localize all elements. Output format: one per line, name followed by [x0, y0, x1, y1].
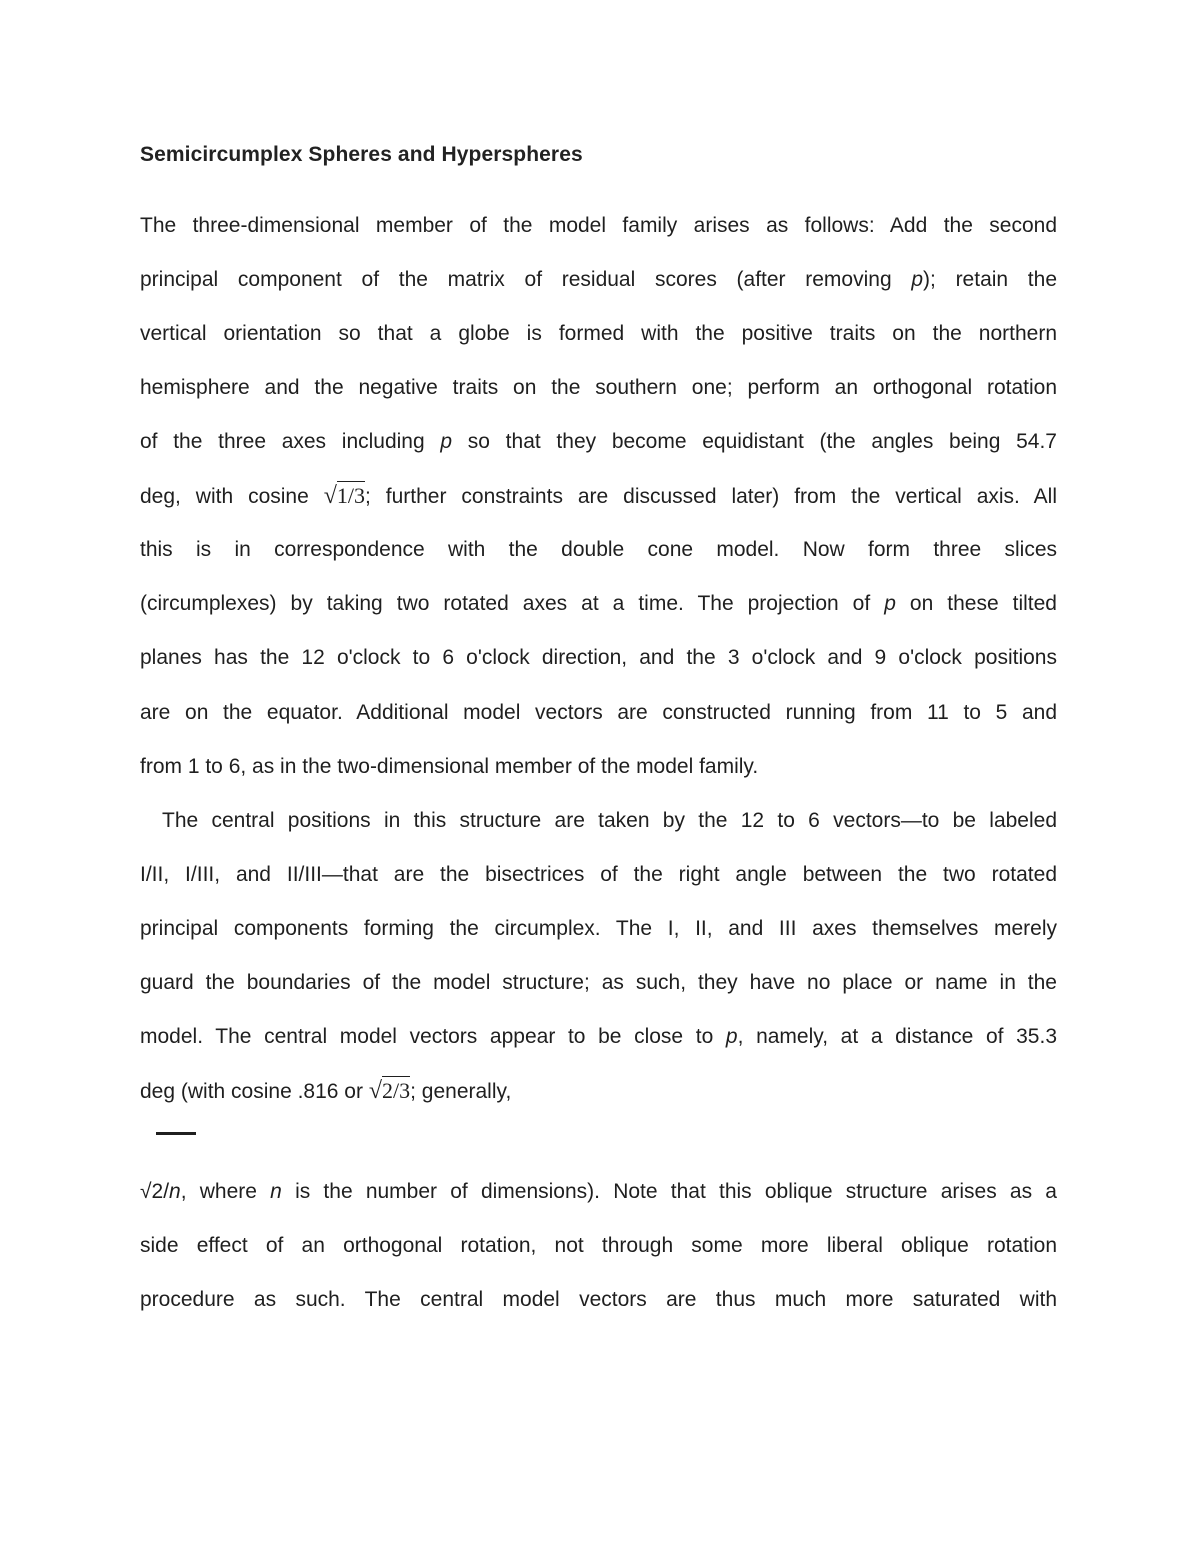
paragraph-line: The three-dimensional member of the model family arises as follows: Add the second — [140, 214, 1057, 237]
paragraph-line: (circumplexes) by taking two rotated axes at a time. The projection of p on these tilted — [140, 592, 1057, 615]
paragraph-line: guard the boundaries of the model structure; as such, they have no place or name in the — [140, 971, 1057, 994]
paragraph-line: principal component of the matrix of residual scores (after removing p); retain the — [140, 268, 1057, 291]
paragraph-line: planes has the 12 o'clock to 6 o'clock direction, and the 3 o'clock and 9 o'clock positions — [140, 646, 1057, 669]
variable-p: p — [440, 430, 453, 453]
variable-p: p — [911, 268, 924, 291]
paragraph-line: procedure as such. The central model vectors are thus much more saturated with — [140, 1288, 1057, 1311]
section-heading: Semicircumplex Spheres and Hyperspheres — [140, 143, 583, 166]
paragraph-line: from 1 to 6, as in the two-dimensional member of the model family. — [140, 755, 759, 778]
paragraph-line: √2/n, where n is the number of dimensions). Note that this oblique structure arises as a — [140, 1180, 1057, 1203]
paragraph-line: hemisphere and the negative traits on the southern one; perform an orthogonal rotation — [140, 376, 1057, 399]
paragraph-line: I/II, I/III, and II/III—that are the bisectrices of the right angle between the two rotated — [140, 863, 1057, 886]
sqrt-expression: √2/3 — [368, 1078, 411, 1104]
variable-p: p — [725, 1025, 738, 1048]
paragraph-line: principal components forming the circumplex. The I, II, and III axes themselves merely — [140, 917, 1057, 940]
paragraph-line: deg (with cosine .816 or √2/3; generally, — [140, 1078, 512, 1104]
variable-p: p — [884, 592, 896, 615]
paragraph-line: this is in correspondence with the double cone model. Now form three slices — [140, 538, 1057, 561]
sqrt-expression: √2/ — [140, 1180, 170, 1203]
paragraph-line: deg, with cosine √1/3; further constraints are discussed later) from the vertical axis. All — [140, 483, 1057, 509]
sqrt-overbar — [156, 1132, 196, 1135]
variable-n: n — [270, 1180, 282, 1203]
paragraph-line: of the three axes including p so that they become equidistant (the angles being 54.7 — [140, 430, 1057, 453]
paragraph-line: are on the equator. Additional model vectors are constructed running from 11 to 5 and — [140, 701, 1057, 724]
paragraph-line: vertical orientation so that a globe is formed with the positive traits on the northern — [140, 322, 1057, 345]
paragraph-line: side effect of an orthogonal rotation, not through some more liberal oblique rotation — [140, 1234, 1057, 1257]
paragraph-line: The central positions in this structure are taken by the 12 to 6 vectors—to be labeled — [162, 809, 1057, 832]
variable-n: n — [169, 1180, 181, 1203]
paragraph-line: model. The central model vectors appear to be close to p, namely, at a distance of 35.3 — [140, 1025, 1058, 1048]
sqrt-expression: √1/3 — [323, 483, 366, 509]
